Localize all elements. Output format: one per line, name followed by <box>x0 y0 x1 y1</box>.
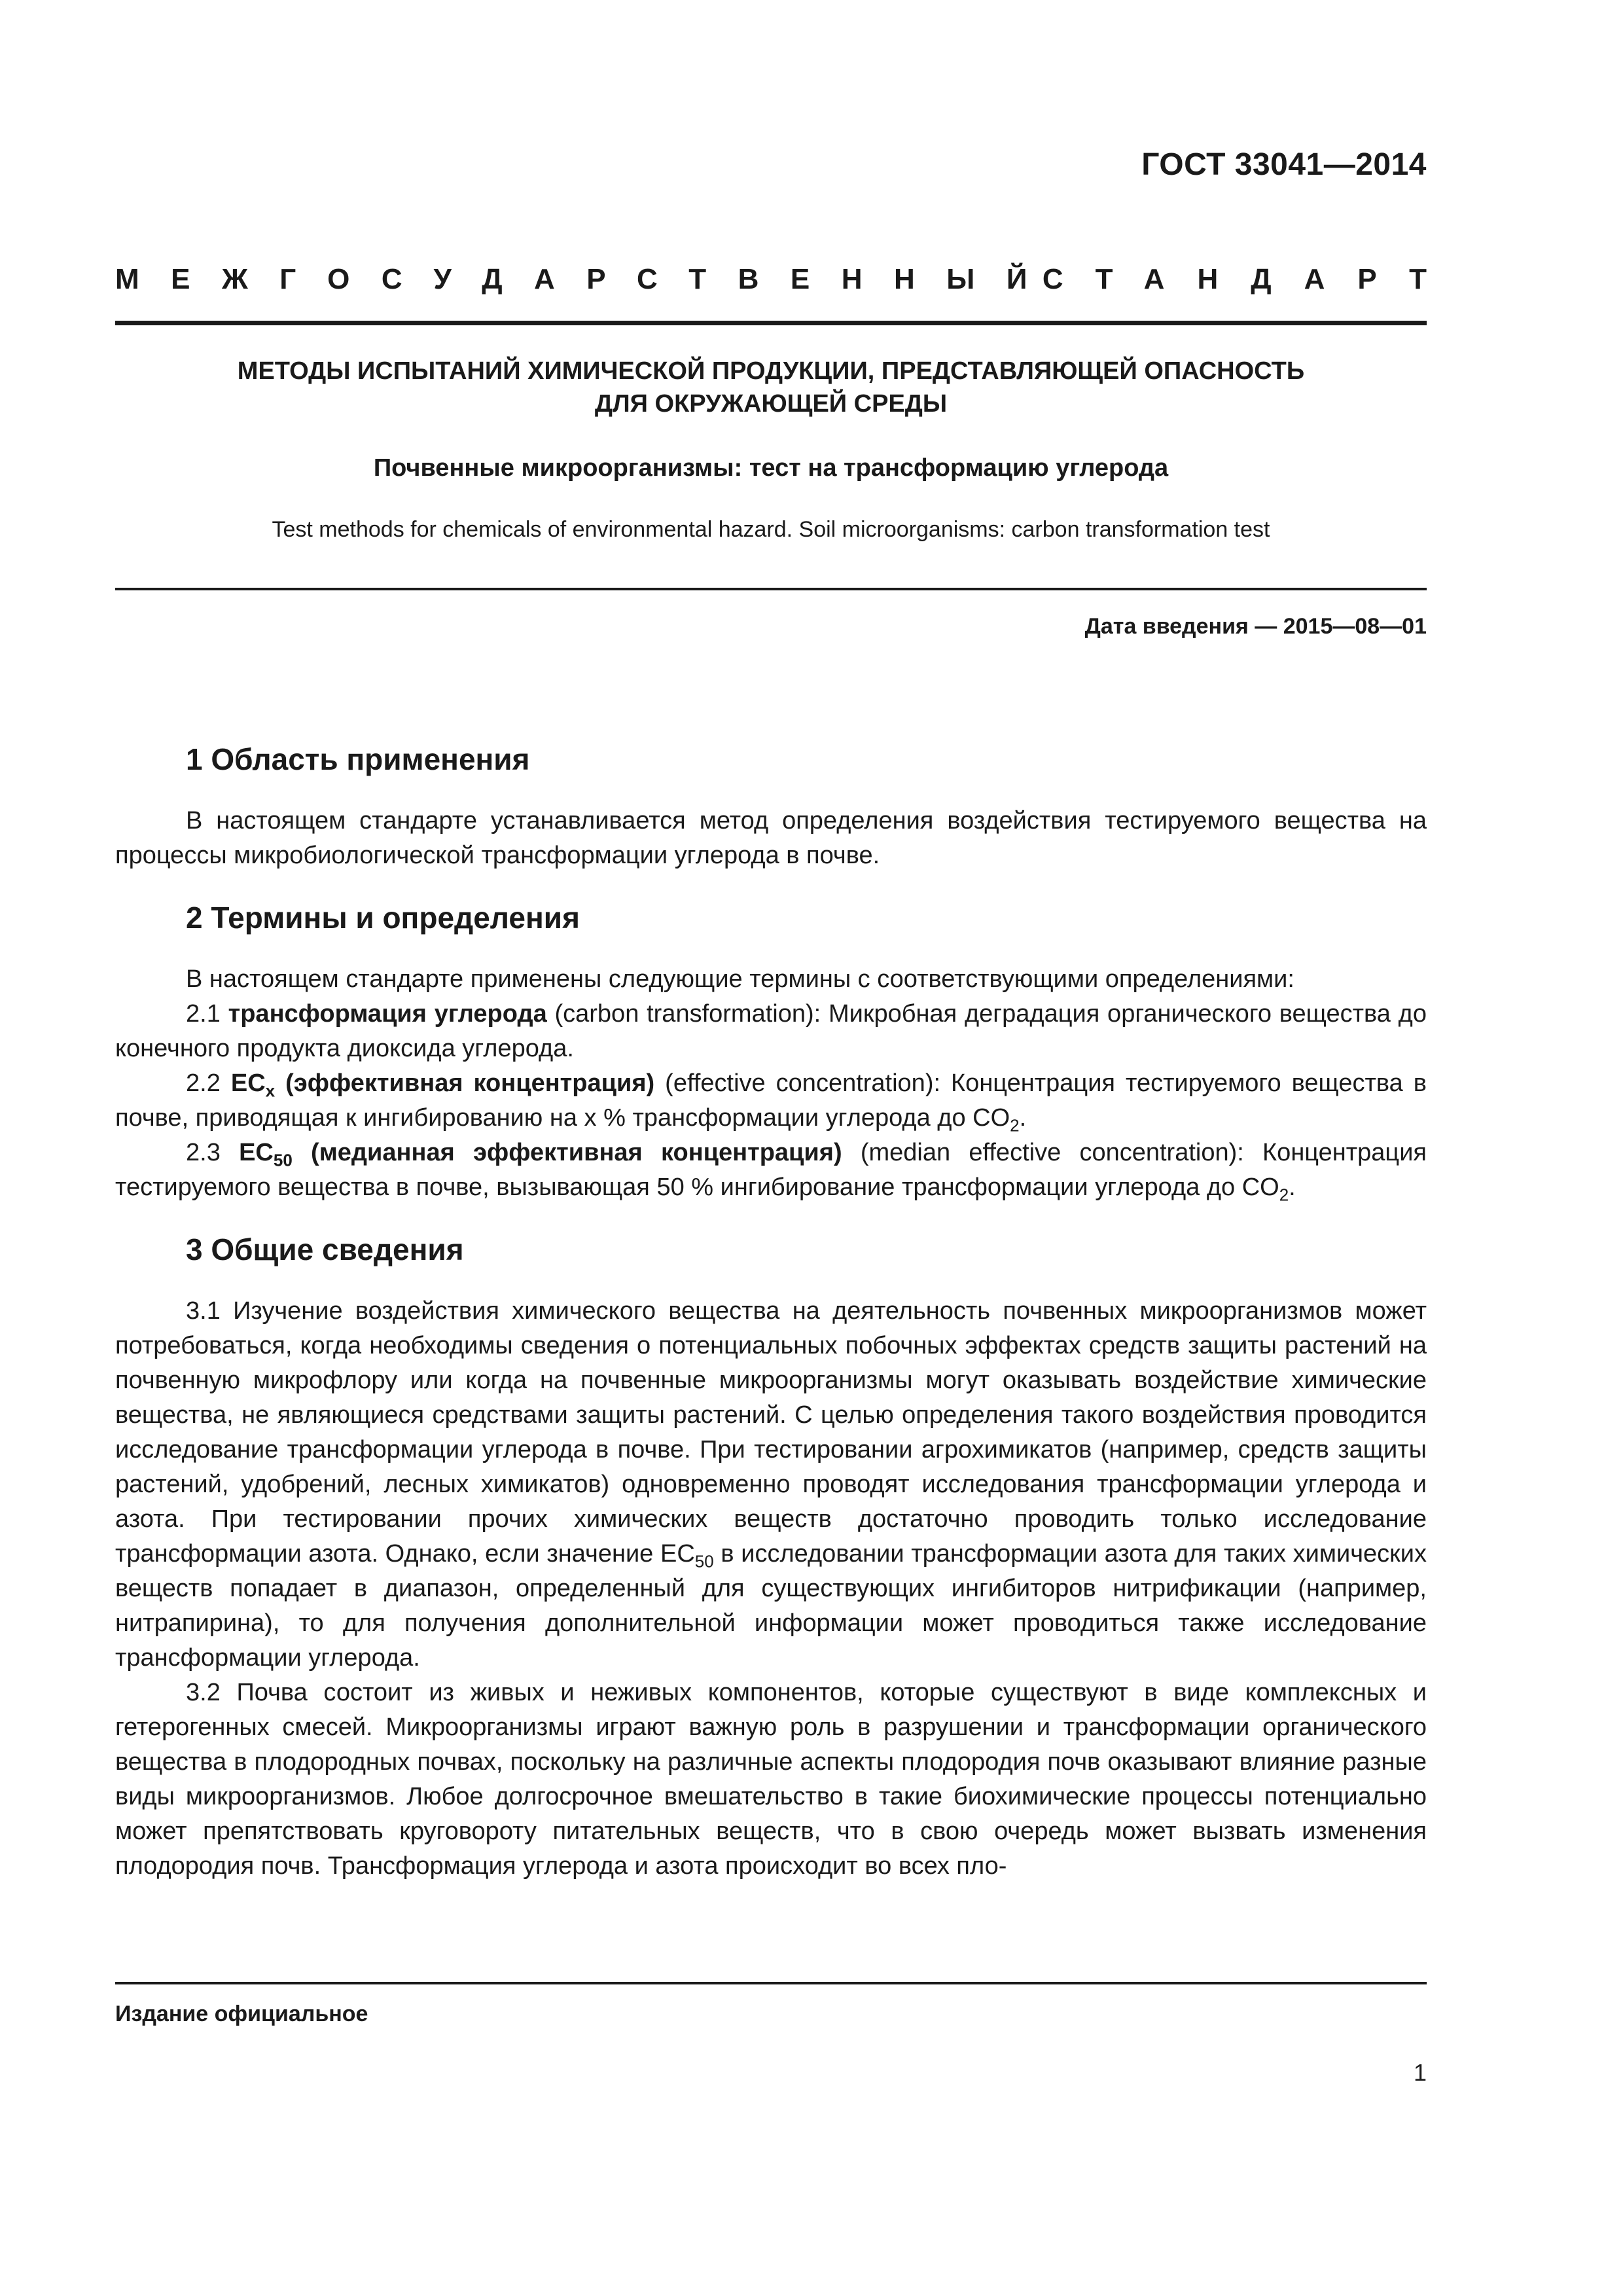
term-definition: 2.3 $EC_{50}$ (медианная эффективная концентрация) (median effective concentration): Концентрация тестируемого вещества в почве, вызывающая 50 % ингибирование трансформации углерода до $CO_2$. <box>115 1139 1427 1205</box>
term-definition: 2.2 $EC_x$ (эффективная концентрация) (effective concentration): Концентрация тестируемого вещества в почве, приводящая к ингибированию на x % трансформации углерода до $CO_2$. <box>115 1069 1427 1136</box>
standard-type-word-standard: СТАНДАРТ <box>1042 263 1459 295</box>
paragraph: 3.2 Почва состоит из живых и неживых компонентов, которые существуют в виде комплексных и гетерогенных смесей. Микроорганизмы играют важную роль в разрушении и трансформации органического вещества в плодородных почвах, поскольку на различные аспекты плодородия почв оказывают влияние разные виды микроорганизмов. Любое долгосрочное вмешательство в такие биохимические процессы потенциально может препятствовать круговороту питательных веществ, что в свою очередь может вызвать изменения плодородия почв. Трансформация углерода и азота происходит во всех пло- <box>115 1679 1427 1880</box>
section-general <box>115 1230 1427 1884</box>
page-number: 1 <box>1413 2059 1427 2086</box>
paragraph: В настоящем стандарте устанавливается метод определения воздействия тестируемого вещества на процессы микробиологической трансформации углерода в почве. <box>115 807 1427 869</box>
section-terms <box>115 898 1427 1205</box>
paragraph: В настоящем стандарте применены следующие термины с соответствующими определениями: <box>186 965 1294 993</box>
footer-divider <box>115 1982 1427 1984</box>
document-subtitle: Почвенные микроорганизмы: тест на трансформацию углерода <box>373 454 1169 482</box>
title-line-1: МЕТОДЫ ИСПЫТАНИЙ ХИМИЧЕСКОЙ ПРОДУКЦИИ, ПРЕДСТАВЛЯЮЩЕЙ ОПАСНОСТЬ <box>237 357 1305 385</box>
standard-type-word-interstate: МЕЖГОСУДАРСТВЕННЫЙ <box>115 263 1059 295</box>
term-definition: 2.1 трансформация углерода (carbon transformation): Микробная деградация органического вещества до конечного продукта диоксида углерода. <box>115 1000 1427 1062</box>
document-title <box>115 355 1427 420</box>
header-divider <box>115 321 1427 325</box>
title-divider <box>115 588 1427 590</box>
term: трансформация углерода <box>228 1000 547 1028</box>
document-body <box>115 740 1427 1909</box>
edition-label: Издание официальное <box>115 2001 368 2026</box>
section-heading: 3 Общие сведения <box>186 1232 464 1266</box>
section-heading: 1 Область применения <box>186 742 530 776</box>
title-line-2: ДЛЯ ОКРУЖАЮЩЕЙ СРЕДЫ <box>594 390 948 418</box>
introduction-date: Дата введения — 2015—08—01 <box>1084 614 1427 639</box>
term: $EC_x$ (эффективная концентрация) <box>230 1069 655 1101</box>
gost-number: ГОСТ 33041—2014 <box>1141 147 1427 182</box>
paragraph: 3.1 Изучение воздействия химического вещества на деятельность почвенных микроорганизмов может потребоваться, когда необходимы сведения о потенциальных побочных эффектах средств защиты растений на почвенную микрофлору или когда на почвенные микроорганизмы могут оказывать воздействие химические вещества, не являющиеся средствами защиты растений. С целью определения такого воздействия проводится исследование трансформации углерода в почве. При тестировании агрохимикатов (например, средств защиты растений, удобрений, лесных химикатов) одновременно проводят исследования трансформации углерода и азота. При тестировании прочих химических веществ достаточно проводить только исследование трансформации азота. Однако, если значение $EC_{50}$ в исследовании трансформации азота для таких химических веществ попадает в диапазон, определенный для существующих ингибиторов нитрификации (например, нитрапирина), то для получения дополнительной информации может проводиться также исследование трансформации углерода. <box>115 1297 1427 1672</box>
section-scope <box>115 740 1427 873</box>
section-heading: 2 Термины и определения <box>186 901 580 935</box>
english-title: Test methods for chemicals of environmental hazard. Soil microorganisms: carbon transformation test <box>272 517 1270 542</box>
term: $EC_{50}$ (медианная эффективная концентрация) <box>239 1139 842 1170</box>
